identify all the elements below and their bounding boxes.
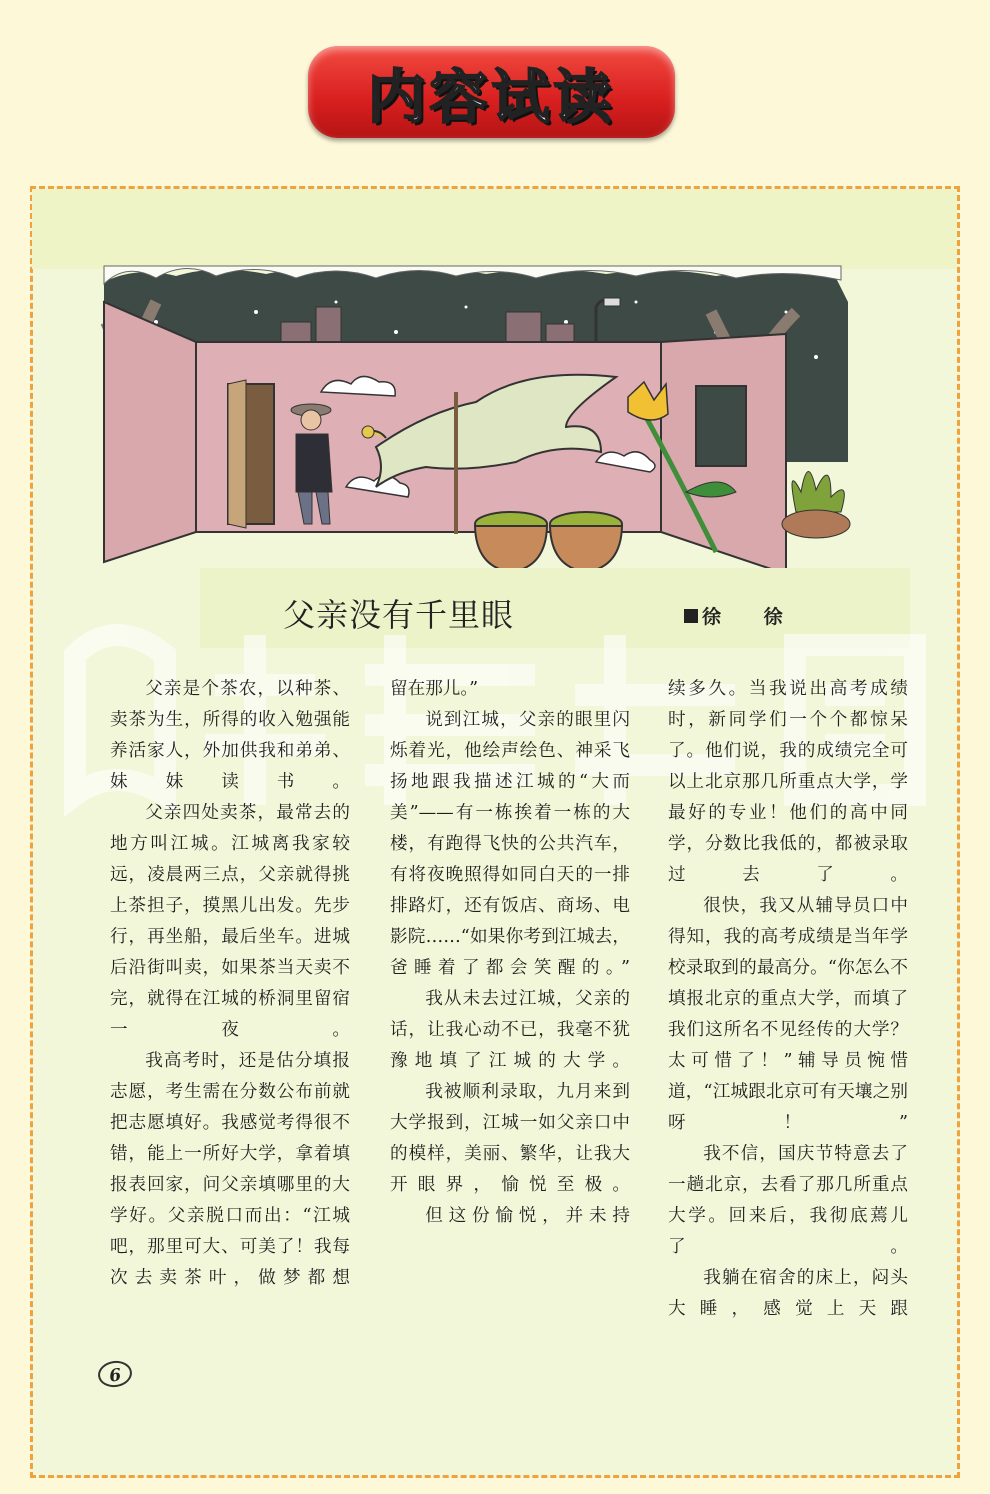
paragraph: 我躺在宿舍的床上，闷头大睡，感觉上天跟	[668, 1268, 908, 1319]
paragraph: 我从未去过江城，父亲的话，让我心动不已，我毫不犹豫地填了江城的大学。	[390, 989, 630, 1071]
author-name: 徐 徐	[702, 606, 801, 628]
text-column-3	[668, 674, 908, 1325]
story-illustration	[96, 262, 856, 594]
paragraph: 很快，我又从辅导员口中得知，我的高考成绩是当年学校录取到的最高分。“你怎么不填报北京的重点大学，而填了我们这所名不见经传的大学？太可惜了！”辅导员惋惜道，“江城跟北京可有天壤之别呀！”	[668, 896, 908, 1133]
author-byline	[684, 602, 801, 629]
paragraph: 我被顺利录取，九月来到大学报到，江城一如父亲口中的模样，美丽、繁华，让我大开眼界，愉悦至极。	[390, 1082, 630, 1195]
page-number: 6	[96, 1359, 133, 1389]
paragraph: 父亲四处卖茶，最常去的地方叫江城。江城离我家较远，凌晨两三点，父亲就得挑上茶担子，摸黑儿出发。先步行，再坐船，最后坐车。进城后沿街叫卖，如果茶当天卖不完，就得在江城的桥洞里留宿一夜。	[110, 803, 350, 1040]
text-column-2	[390, 674, 630, 1232]
story-title: 父亲没有千里眼	[283, 596, 515, 634]
text-column-1	[110, 674, 350, 1294]
paragraph: 我高考时，还是估分填报志愿，考生需在分数公布前就把志愿填好。我感觉考得很不错，能上一所好大学，拿着填报表回家，问父亲填哪里的大学好。父亲脱口而出：“江城吧，那里可大、可美了！我每次去卖茶叶，做梦都想	[110, 1051, 350, 1288]
header-banner	[308, 46, 675, 138]
paragraph: 父亲是个茶农，以种茶、卖茶为生，所得的收入勉强能养活家人，外加供我和弟弟、妹妹读书。	[110, 679, 350, 792]
paragraph-continued: 留在那儿。”	[390, 679, 479, 699]
frame-top-stripe	[32, 189, 957, 269]
paragraph-continued: 续多久。当我说出高考成绩时，新同学们一个个都惊呆了。他们说，我的成绩完全可以上北京那几所重点大学，学最好的专业！他们的高中同学，分数比我低的，都被录取过去了。	[668, 679, 908, 885]
paragraph: 说到江城，父亲的眼里闪烁着光，他绘声绘色、神采飞扬地跟我描述江城的“大而美”——有一栋挨着一栋的大楼，有跑得飞快的公共汽车，有将夜晚照得如同白天的一排排路灯，还有饭店、商场、电影院……“如果你考到江城去，爸睡着了都会笑醒的。”	[390, 710, 630, 978]
banner-title: 内容试读	[367, 63, 616, 131]
paragraph: 我不信，国庆节特意去了一趟北京，去看了那几所重点大学。回来后，我彻底蔫儿了。	[668, 1144, 908, 1257]
paragraph: 但这份愉悦，并未持	[425, 1206, 630, 1226]
byline-square-icon	[684, 609, 698, 623]
